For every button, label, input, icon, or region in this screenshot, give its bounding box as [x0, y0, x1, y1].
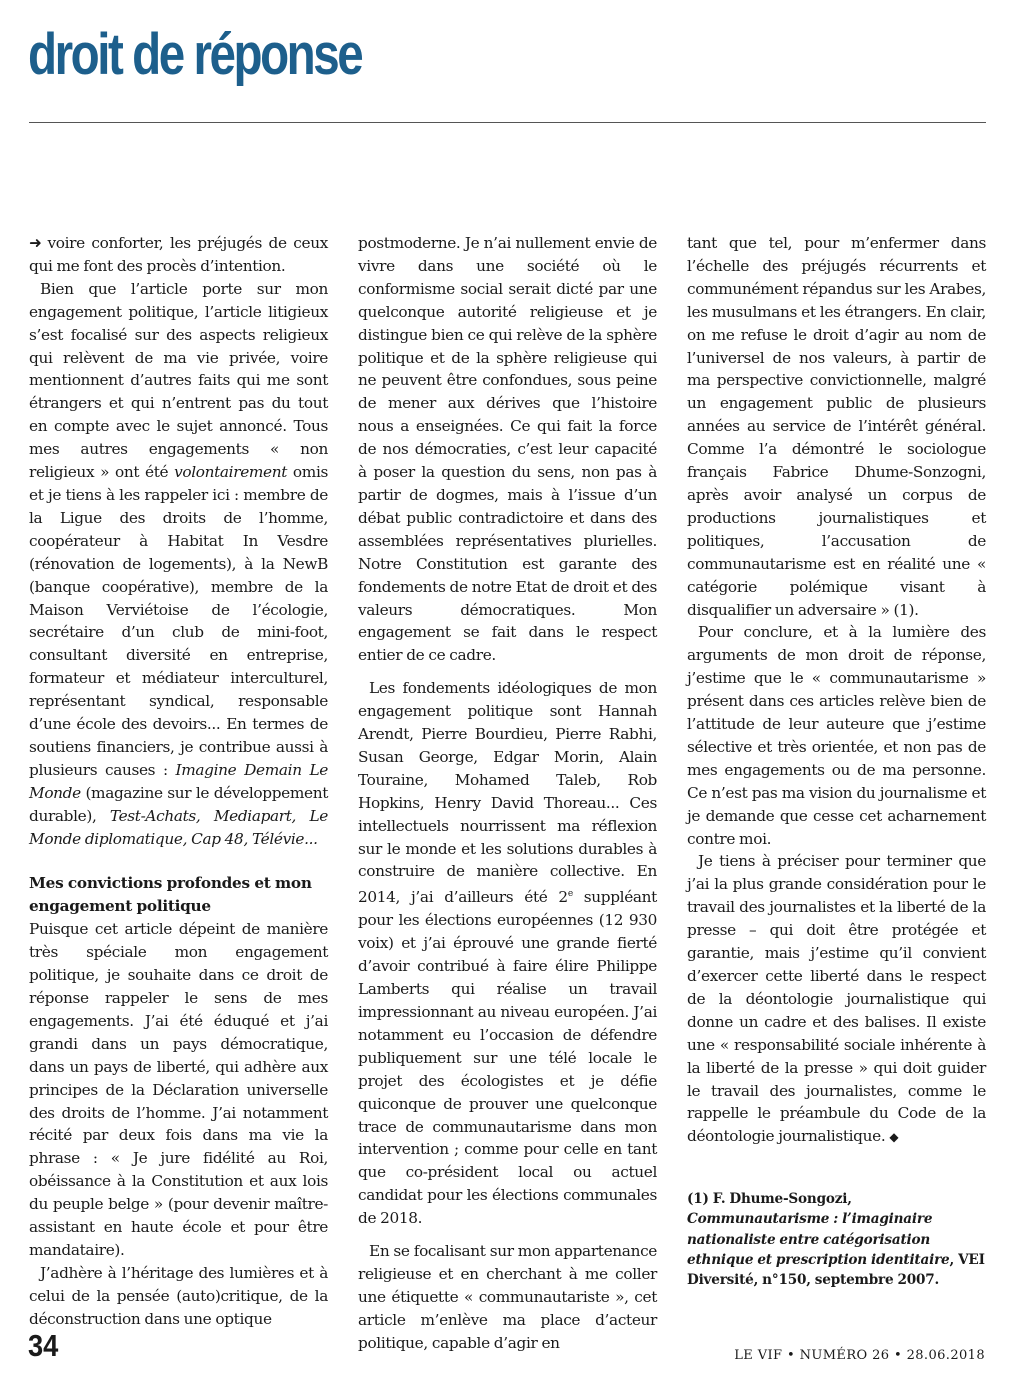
article-column-3	[687, 232, 986, 1290]
arrow-right-icon: ➜	[29, 234, 42, 252]
paragraph: postmoderne. Je n’ai nullement envie de vivre dans une société où le conformisme social serait dicté par une quelconque autorité religieuse et je distingue bien ce qui relève de la sphère politique et de la sphère religieuse qui ne peuvent être confondues, sous peine de mener aux dérives que l’histoire nous a enseignées. Ce qui fait la force de nos démocraties, c’est leur capacité à poser la question du sens, non pas à partir de dogmes, mais à l’issue d’un débat public contradictoire et dans des assemblées représentatives plurielles. Notre Constitution est garante des fondements de notre Etat de droit et des valeurs démocratiques. Mon engagement se fait dans le respect entier de ce cadre.	[358, 234, 657, 665]
article-column-2	[358, 232, 657, 1355]
paragraph: Bien que l’article porte sur mon engagement politique, l’article litigieux s’est focalisé sur des aspects religieux qui relèvent de ma vie privée, voire mentionnent d’autres faits qui me sont étrangers et qui n’entrent pas du tout en compte avec le sujet annoncé. Tous mes autres engagements « non religieux » ont été volontairement omis et je tiens à les rappeler ici : membre de la Ligue des droits de l’homme, coopérateur à Habitat In Vesdre (rénovation de logements), à la NewB (banque coopérative), membre de la Maison Verviétoise de l’écologie, secrétaire d’un club de mini-foot, consultant diversité en entreprise, formateur et médiateur interculturel, représentant syndical, responsable d’une école des devoirs... En termes de soutiens financiers, je contribue aussi à plusieurs causes : Imagine Demain Le Monde (magazine sur le développement durable), Test-Achats, Mediapart, Le Monde diplomatique, Cap 48, Télévie...	[29, 279, 328, 848]
paragraph: Puisque cet article dépeint de manière très spéciale mon engagement politique, je souhaite dans ce droit de réponse rappeler le sens de mes engagements. J’ai été éduqué et j’ai grandi dans un pays démocratique, dans un pays de liberté, qui adhère aux principes de la Déclaration universelle des droits de l’homme. J’ai notamment récité par deux fois dans ma vie la phrase : « Je jure fidélité au Roi, obéissance à la Constitution et aux lois du peuple belge » (pour devenir maître-assistant en haute école et pour être mandataire).	[29, 920, 328, 1259]
article-column-1	[29, 232, 328, 1331]
footnote: (1) F. Dhume-Songozi, Communautarisme : l’imaginaire nationaliste entre catégorisation ethnique et prescription identitaire, VEI Diversité, n°150, septembre 2007.	[687, 1191, 985, 1289]
header-rule	[29, 122, 986, 123]
paragraph: Pour conclure, et à la lumière des arguments de mon droit de réponse, j’estime que le « communautarisme » présent dans ces articles relève bien de l’attitude de leur auteure que j’estime sélective et très orientée, et non pas de mes engagements ou de ma personne. Ce n’est pas ma vision du journalisme et je demande que cesse cet acharnement contre moi.	[687, 623, 986, 848]
diamond-end-icon: ◆	[889, 1130, 899, 1145]
paragraph: En se focalisant sur mon appartenance religieuse et en cherchant à me coller une étiquette « communautariste », cet article m’enlève ma place d’acteur politique, capable d’agir en	[358, 1242, 657, 1352]
paragraph: J’adhère à l’héritage des lumières et à celui de la pensée (auto)critique, de la déconstruction dans une optique	[29, 1263, 328, 1328]
paragraph: tant que tel, pour m’enfermer dans l’échelle des préjugés récurrents et communément répandus sur les Arabes, les musulmans et les étrangers. En clair, on me refuse le droit d’agir au nom de l’universel de nos valeurs, à partir de ma perspective convictionnelle, malgré un engagement public de plusieurs années au service de l’intérêt général. Comme l’a démontré le sociologue français Fabrice Dhume-Sonzogni, après avoir analysé un corpus de productions journalistiques et politiques, l’accusation de communautarisme est en réalité une « catégorie polémique visant à disqualifier un adversaire » (1).	[687, 234, 986, 619]
paragraph: ➜ voire conforter, les préjugés de ceux qui me font des procès d’intention.	[29, 234, 328, 275]
paragraph: Les fondements idéologiques de mon engagement politique sont Hannah Arendt, Pierre Bourdieu, Pierre Rabhi, Susan George, Edgar Morin, Alain Touraine, Mohamed Taleb, Rob Hopkins, Henry David Thoreau... Ces intellectuels nourrissent ma réflexion sur le monde et les solutions durables à construire de manière collective. En 2014, j’ai d’ailleurs été 2e suppléant pour les élections européennes (12 930 voix) et j’ai éprouvé une grande fierté d’avoir contribué à faire élire Philippe Lamberts qui réalise un travail impressionnant au niveau européen. J’ai notamment eu l’occasion de défendre publiquement sur une télé locale le projet des écologistes et je défie quiconque de prouver une quelconque trace de communautarisme dans mon intervention ; comme pour celle en tant que co-président local ou actuel candidat pour les élections communales de 2018.	[358, 679, 657, 1228]
page-number: 34	[28, 1328, 59, 1363]
publication-folio: LE VIF • NUMÉRO 26 • 28.06.2018	[734, 1348, 985, 1363]
section-title: droit de réponse	[28, 22, 362, 87]
subheading: Mes convictions profondes et mon engagement politique	[29, 874, 312, 916]
paragraph: Je tiens à préciser pour terminer que j’ai la plus grande considération pour le travail des journalistes et la liberté de la presse – qui doit être protégée et garantie, mais j’estime qu’il convient d’exercer cette liberté dans le respect de la déontologie journalistique qui donne un cadre et des balises. Il existe une « responsabilité sociale inhérente à la liberté de la presse » qui doit guider le travail des journalistes, comme le rappelle le préambule du Code de la déontologie journalistique. ◆	[687, 852, 986, 1146]
